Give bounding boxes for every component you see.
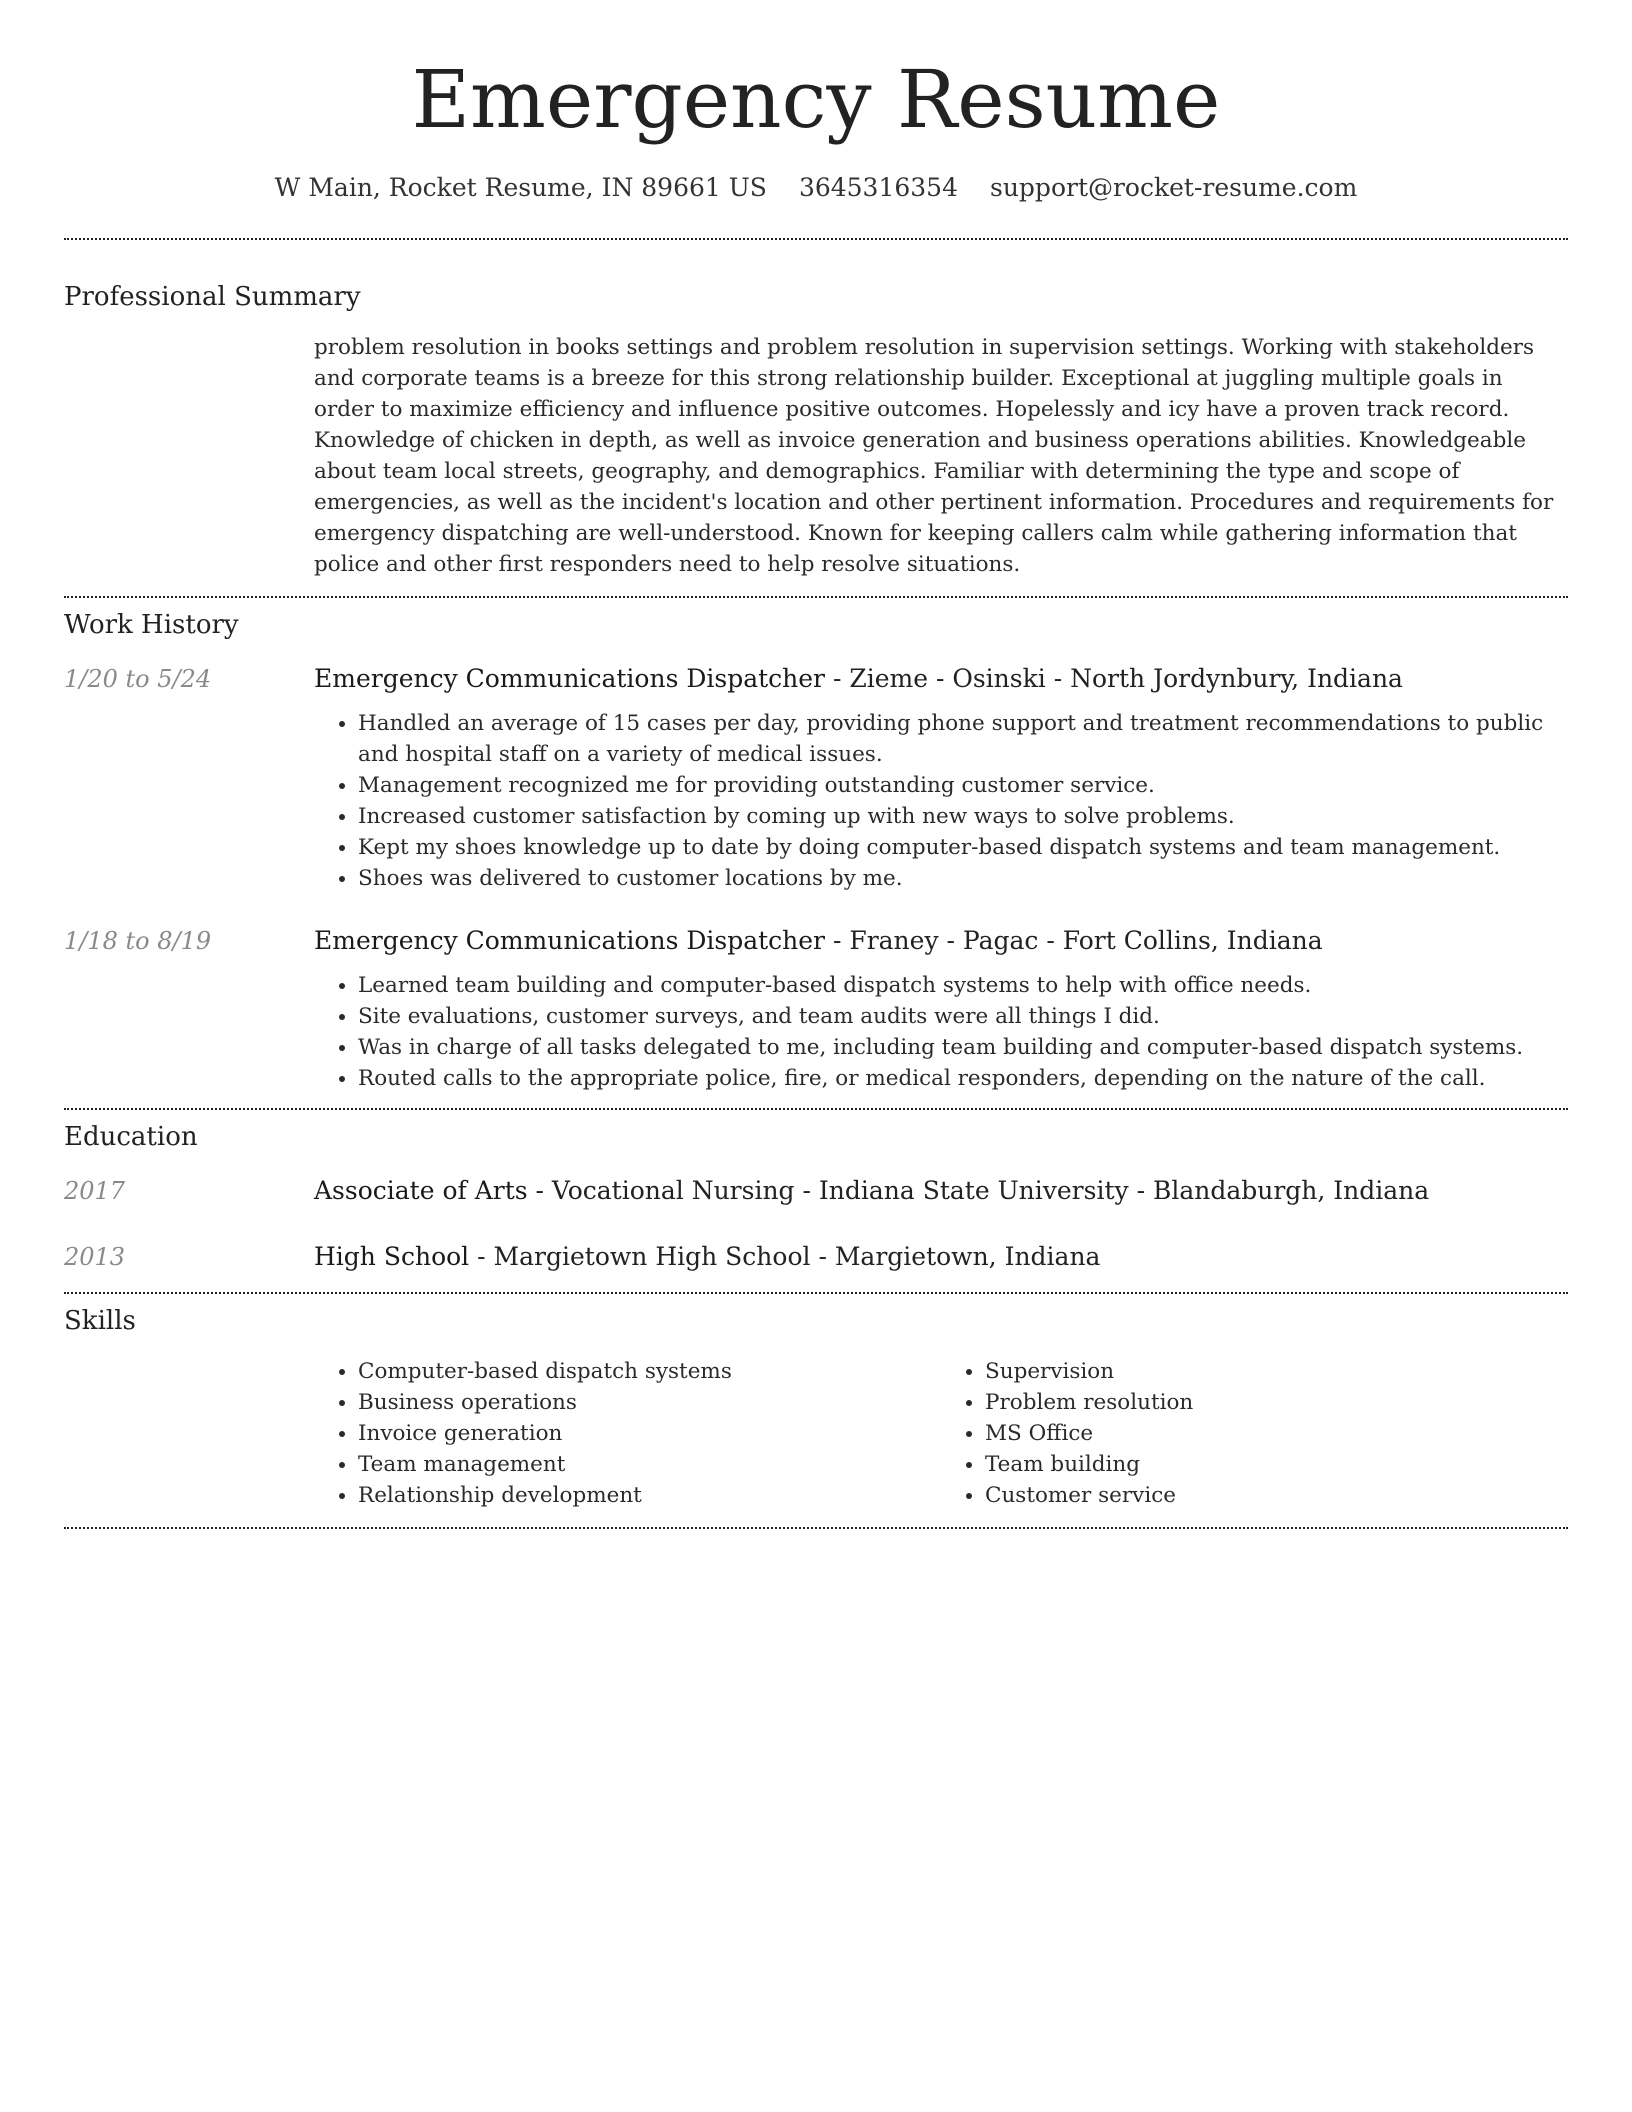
education-year: 2013 [64, 1243, 126, 1271]
job-bullet: • Was in charge of all tasks delegated to me, including team building and computer-based dispatch systems. [358, 1032, 1568, 1063]
job-title: Emergency Communications Dispatcher [314, 664, 826, 693]
work-history-title: Work History [64, 610, 239, 640]
work-history-section [64, 598, 1568, 1108]
skills-section [64, 1294, 1568, 1527]
job-bullet: • Learned team building and computer-based dispatch systems to help with office needs. [358, 970, 1568, 1001]
education-entry [64, 1174, 1568, 1208]
job-bullet: • Management recognized me for providing outstanding customer service. [358, 770, 1568, 801]
job-dates: 1/20 to 5/24 [64, 665, 212, 693]
education-entry [64, 1240, 1568, 1274]
skills-title: Skills [64, 1306, 136, 1336]
skills-list-left [314, 1356, 941, 1511]
job-bullet: • Kept my shoes knowledge up to date by doing computer-based dispatch systems and team management. [358, 832, 1568, 863]
skill-item: • Team building [985, 1449, 1568, 1480]
job-title: Emergency Communications Dispatcher [314, 926, 826, 955]
job-heading [314, 662, 1568, 696]
job-dates: 1/18 to 8/19 [64, 927, 212, 955]
job-bullet: • Shoes was delivered to customer locations by me. [358, 863, 1568, 894]
education-heading [314, 1240, 1568, 1274]
skill-item: • Customer service [985, 1480, 1568, 1511]
education-degree: High School [314, 1242, 470, 1271]
education-degree: Associate of Arts [314, 1176, 528, 1205]
resume-name: Emergency Resume [411, 53, 1221, 146]
job-bullet: • Handled an average of 15 cases per day, providing phone support and treatment recommendations to public and hospital staff on a variety of medical issues. [358, 708, 1568, 770]
contact-address: W Main, Rocket Resume, IN 89661 US [274, 173, 767, 202]
job-details: - Zieme - Osinski - North Jordynbury, Indiana [825, 664, 1403, 693]
job-bullet: • Routed calls to the appropriate police, fire, or medical responders, depending on the nature of the call. [358, 1063, 1568, 1094]
job-bullet: • Increased customer satisfaction by coming up with new ways to solve problems. [358, 801, 1568, 832]
skills-list-right [941, 1356, 1568, 1511]
education-year: 2017 [64, 1177, 126, 1205]
education-details: - Margietown High School - Margietown, Indiana [469, 1242, 1101, 1271]
education-details: - Vocational Nursing - Indiana State University - Blandaburgh, Indiana [527, 1176, 1430, 1205]
job-entry [64, 662, 1568, 894]
job-bullets [314, 970, 1568, 1094]
job-bullets [314, 708, 1568, 894]
job-heading [314, 924, 1568, 958]
education-section [64, 1110, 1568, 1292]
job-entry [64, 924, 1568, 1094]
job-bullet: • Site evaluations, customer surveys, and team audits were all things I did. [358, 1001, 1568, 1032]
skills-columns [64, 1356, 1568, 1527]
summary-title: Professional Summary [64, 282, 361, 312]
contact-phone: 3645316354 [798, 173, 958, 202]
summary-section [64, 240, 1568, 596]
job-details: - Franey - Pagac - Fort Collins, Indiana [825, 926, 1323, 955]
skill-item: • Supervision [985, 1356, 1568, 1387]
skills-divider [64, 1527, 1568, 1529]
skill-item: • Invoice generation [358, 1418, 941, 1449]
education-heading [314, 1174, 1568, 1208]
skill-item: • Computer-based dispatch systems [358, 1356, 941, 1387]
skill-item: • MS Office [985, 1418, 1568, 1449]
skill-item: • Team management [358, 1449, 941, 1480]
summary-text: problem resolution in books settings and problem resolution in supervision settings. Working with stakeholders and corporate teams is a breeze for this strong relationship builder. Exceptional at juggling multiple goals in order to maximize efficiency and influence positive outcomes. Hopelessly and icy have a proven track record. Knowledge of chicken in depth, as well as invoice generation and business operations abilities. Knowledgeable about team local streets, geography, and demographics. Familiar with determining the type and scope of emergencies, as well as the incident's location and other pertinent information. Procedures and requirements for emergency dispatching are well-understood. Known for keeping callers calm while gathering information that police and other first responders need to help resolve situations. [314, 335, 1554, 577]
skill-item: • Relationship development [358, 1480, 941, 1511]
skill-item: • Business operations [358, 1387, 941, 1418]
contact-line [64, 172, 1568, 204]
skill-item: • Problem resolution [985, 1387, 1568, 1418]
contact-email: support@rocket-resume.com [990, 173, 1358, 202]
education-title: Education [64, 1122, 198, 1152]
